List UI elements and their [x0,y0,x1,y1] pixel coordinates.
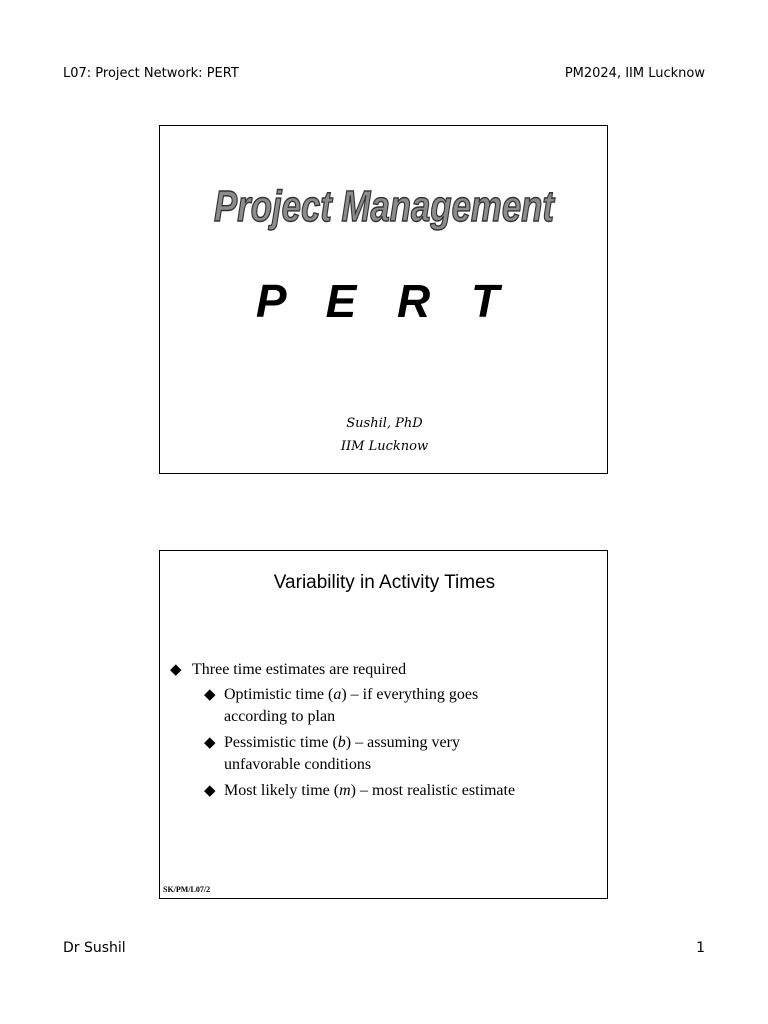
optimistic-text-line2: according to plan [224,708,336,725]
optimistic-var: a [333,686,342,703]
pessimistic-text-1: Pessimistic time ( [224,734,338,751]
diamond-bullet-icon: ◆ [170,662,182,678]
pessimistic-text-line2: unfavorable conditions [224,756,372,773]
slide-variability [159,550,608,899]
most-likely-text-1: Most likely time ( [224,782,340,799]
footer-author: Dr Sushil [63,940,126,956]
page-number: 1 [696,940,705,956]
optimistic-text-2: ) – if everything goes [341,686,479,703]
bullet-sub-optimistic [204,684,479,728]
most-likely-text-2: ) – most realistic estimate [350,782,516,799]
author-affiliation: IIM Lucknow [340,439,429,454]
project-management-wordart [160,166,609,246]
author-name: Sushil, PhD [346,416,423,431]
diamond-bullet-icon: ◆ [204,687,216,703]
optimistic-text-1: Optimistic time ( [224,686,334,703]
slide-ref: SK/PM/L07/2 [163,885,211,894]
diamond-bullet-icon: ◆ [204,783,216,799]
running-header-right: PM2024, IIM Lucknow [564,66,705,81]
wordart-title-text: Project Management [214,182,556,231]
bullet-sub-pessimistic [204,732,460,776]
bullet-main [170,659,407,681]
slide-heading: Variability in Activity Times [273,572,496,593]
slide-title [159,125,608,474]
most-likely-var: m [339,782,351,799]
diamond-bullet-icon: ◆ [204,735,216,751]
pessimistic-text-2: ) – assuming very [345,734,460,751]
bullet-sub-most-likely [204,780,516,802]
running-header-left: L07: Project Network: PERT [63,66,239,81]
bullet-main-text: Three time estimates are required [192,661,407,678]
pert-heading: P E R T [255,275,514,327]
pessimistic-var: b [337,734,346,751]
